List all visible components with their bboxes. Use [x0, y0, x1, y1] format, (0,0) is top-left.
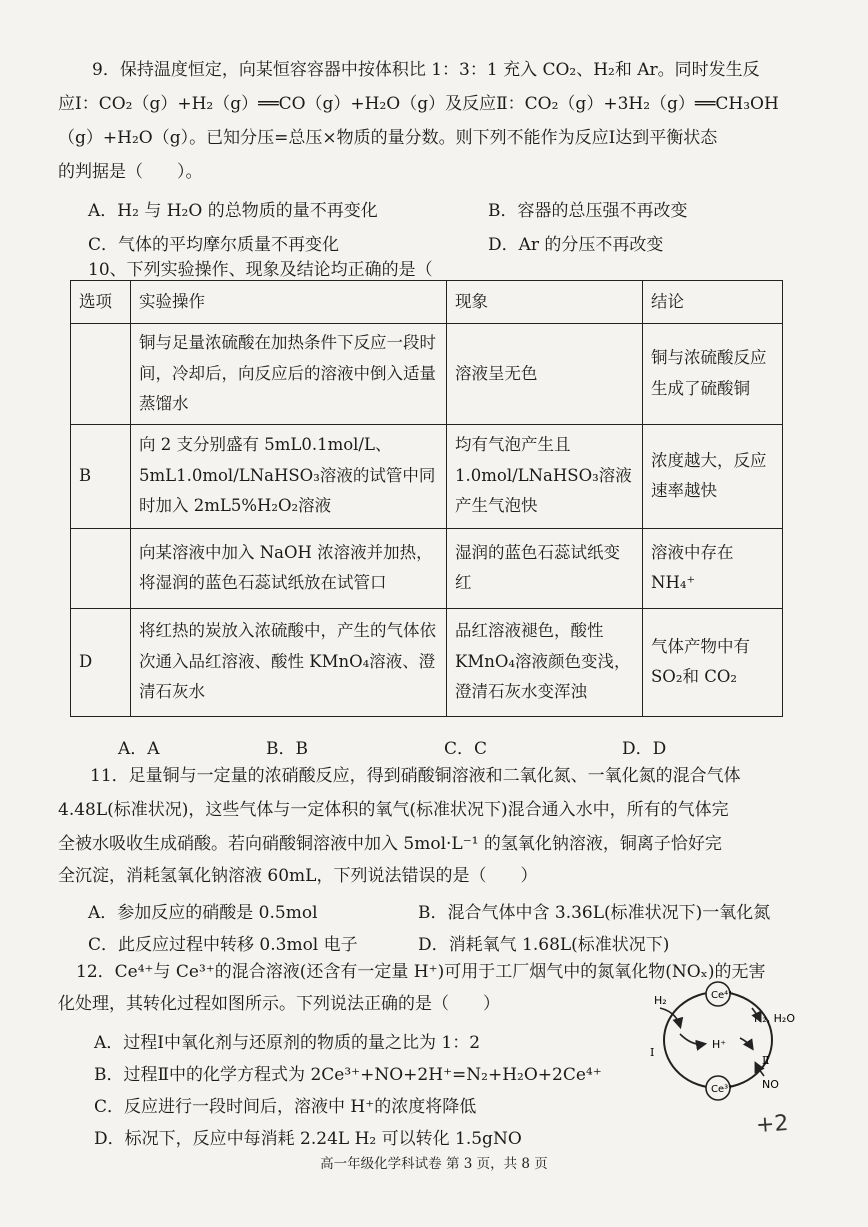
page-footer: 高一年级化学科试卷 第 3 页，共 8 页: [320, 1156, 548, 1172]
row-option: [71, 324, 131, 425]
table-row: [71, 424, 783, 528]
q9-option-d: D．Ar 的分压不再改变: [488, 235, 664, 255]
table-row: [71, 528, 783, 608]
table-row: [71, 608, 783, 716]
table-row: [71, 324, 783, 425]
q11-line3: 全被水吸收生成硝酸。若向硝酸铜溶液中加入 5mol·L⁻¹ 的氢氧化钠溶液，铜离子恰好完: [58, 834, 722, 854]
row-option: [71, 528, 131, 608]
row-conclusion: 气体产物中有 SO₂和 CO₂: [643, 608, 783, 716]
q12-line1: 12．Ce⁴⁺与 Ce³⁺的混合溶液(还含有一定量 H⁺)可用于工厂烟气中的氮氧化物(NOₓ)的无害: [76, 962, 766, 982]
q11-option-d: D．消耗氧气 1.68L(标准状况下): [418, 935, 670, 955]
q9-option-b: B．容器的总压强不再改变: [488, 201, 688, 221]
h2-label: H₂: [654, 994, 667, 1007]
q10-stem: 10、下列实验操作、现象及结论均正确的是（: [88, 260, 433, 280]
header-option: 选项: [71, 281, 131, 324]
row-option: B: [71, 424, 131, 528]
q9-option-a: A．H₂ 与 H₂O 的总物质的量不再变化: [88, 201, 378, 221]
row-operation: 将红热的炭放入浓硫酸中，产生的气体依次通入品红溶液、酸性 KMnO₄溶液、澄清石灰水: [131, 608, 447, 716]
hplus-arrow-in: [680, 1034, 704, 1044]
ce4-label: Ce⁴⁺: [711, 990, 734, 1001]
q9-line3: （g）+H₂O（g）。已知分压=总压×物质的量分数。则下列不能作为反应Ⅰ达到平衡状态: [58, 128, 718, 148]
q12-option-d: D．标况下，反应中每消耗 2.24L H₂ 可以转化 1.5gNO: [94, 1129, 522, 1149]
q9-line4: 的判据是（ ）。: [58, 162, 203, 182]
row-phenomenon: 均有气泡产生且1.0mol/LNaHSO₃溶液产生气泡快: [447, 424, 643, 528]
q11-option-a: A．参加反应的硝酸是 0.5mol: [88, 903, 318, 923]
row-conclusion: 铜与浓硫酸反应生成了硫酸铜: [643, 324, 783, 425]
handwritten-note: +2: [755, 1110, 790, 1139]
row-phenomenon: 湿润的蓝色石蕊试纸变红: [447, 528, 643, 608]
q12-line2: 化处理，其转化过程如图所示。下列说法正确的是（ ）: [58, 994, 500, 1014]
row-conclusion: 溶液中存在 NH₄⁺: [643, 528, 783, 608]
q10-option-c: C．C: [444, 739, 488, 759]
row-operation: 向某溶液中加入 NaOH 浓溶液并加热，将湿润的蓝色石蕊试纸放在试管口: [131, 528, 447, 608]
header-operation: 实验操作: [131, 281, 447, 324]
q12-option-b: B．过程Ⅱ中的化学方程式为 2Ce³⁺+NO+2H⁺=N₂+H₂O+2Ce⁴⁺: [94, 1065, 602, 1085]
experiment-table: [70, 280, 783, 717]
q11-option-c: C．此反应过程中转移 0.3mol 电子: [88, 935, 358, 955]
reaction-cycle-diagram: [640, 972, 810, 1102]
row-phenomenon: 溶液呈无色: [447, 324, 643, 425]
row-operation: 向 2 支分别盛有 5mL0.1mol/L、5mL1.0mol/LNaHSO₃溶液的试管中同时加入 2mL5%H₂O₂溶液: [131, 424, 447, 528]
q11-line1: 11．足量铜与一定量的浓硝酸反应，得到硝酸铜溶液和二氧化氮、一氧化氮的混合气体: [90, 766, 741, 786]
q10-option-a: A．A: [118, 739, 160, 759]
row-option: D: [71, 608, 131, 716]
q11-line2: 4.48L(标准状况)，这些气体与一定体积的氧气(标准状况下)混合通入水中，所有的气体完: [58, 800, 729, 820]
header-conclusion: 结论: [643, 281, 783, 324]
no-label: NO: [762, 1078, 779, 1091]
q9-line2: 应Ⅰ：CO₂（g）+H₂（g）══CO（g）+H₂O（g）及反应Ⅱ：CO₂（g）+3H₂（g）══CH₃OH: [58, 94, 779, 114]
q9-line1: 9．保持温度恒定，向某恒容容器中按体积比 1：3：1 充入 CO₂、H₂和 Ar。同时发生反: [92, 60, 760, 80]
process-1-label: Ⅰ: [650, 1046, 655, 1059]
row-operation: 铜与足量浓硫酸在加热条件下反应一段时间，冷却后，向反应后的溶液中倒入适量蒸馏水: [131, 324, 447, 425]
q10-option-d: D．D: [622, 739, 667, 759]
hplus-label: H⁺: [712, 1038, 727, 1051]
q11-line4: 全沉淀，消耗氢氧化钠溶液 60mL，下列说法错误的是（ ）: [58, 866, 538, 886]
row-conclusion: 浓度越大，反应速率越快: [643, 424, 783, 528]
q10-option-b: B．B: [266, 739, 308, 759]
q12-option-c: C．反应进行一段时间后，溶液中 H⁺的浓度将降低: [94, 1097, 477, 1117]
table-header-row: [71, 281, 783, 324]
hplus-arrow-out: [740, 1038, 752, 1048]
q9-option-c: C．气体的平均摩尔质量不再变化: [88, 235, 340, 255]
n2-h2o-label: N₂, H₂O: [754, 1012, 795, 1025]
q12-option-a: A．过程Ⅰ中氧化剂与还原剂的物质的量之比为 1：2: [94, 1033, 481, 1053]
header-phenomenon: 现象: [447, 281, 643, 324]
q11-option-b: B．混合气体中含 3.36L(标准状况下)一氧化氮: [418, 903, 771, 923]
ce3-label: Ce³⁺: [711, 1084, 734, 1095]
row-phenomenon: 品红溶液褪色，酸性KMnO₄溶液颜色变浅，澄清石灰水变浑浊: [447, 608, 643, 716]
process-2-label: Ⅱ: [762, 1054, 770, 1067]
